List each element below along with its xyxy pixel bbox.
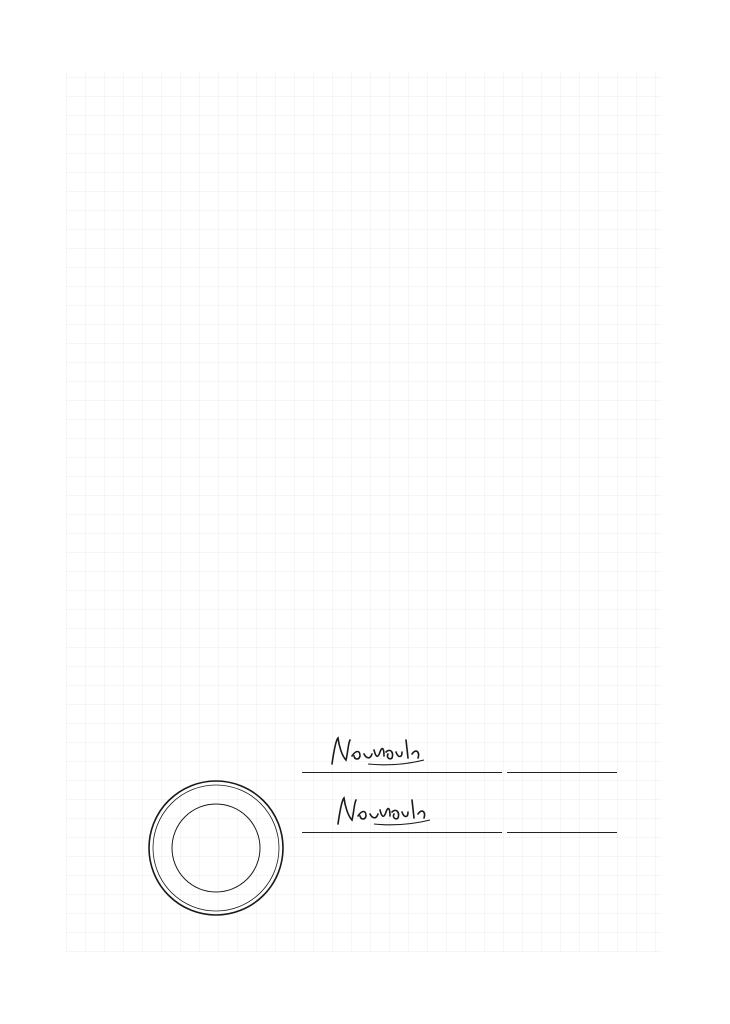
expert-signature [334,792,454,836]
document-body [88,106,640,168]
head-signature [328,730,448,776]
head-name-line [507,772,617,773]
seal-stamp [146,778,286,918]
expert-name-line [507,832,617,833]
